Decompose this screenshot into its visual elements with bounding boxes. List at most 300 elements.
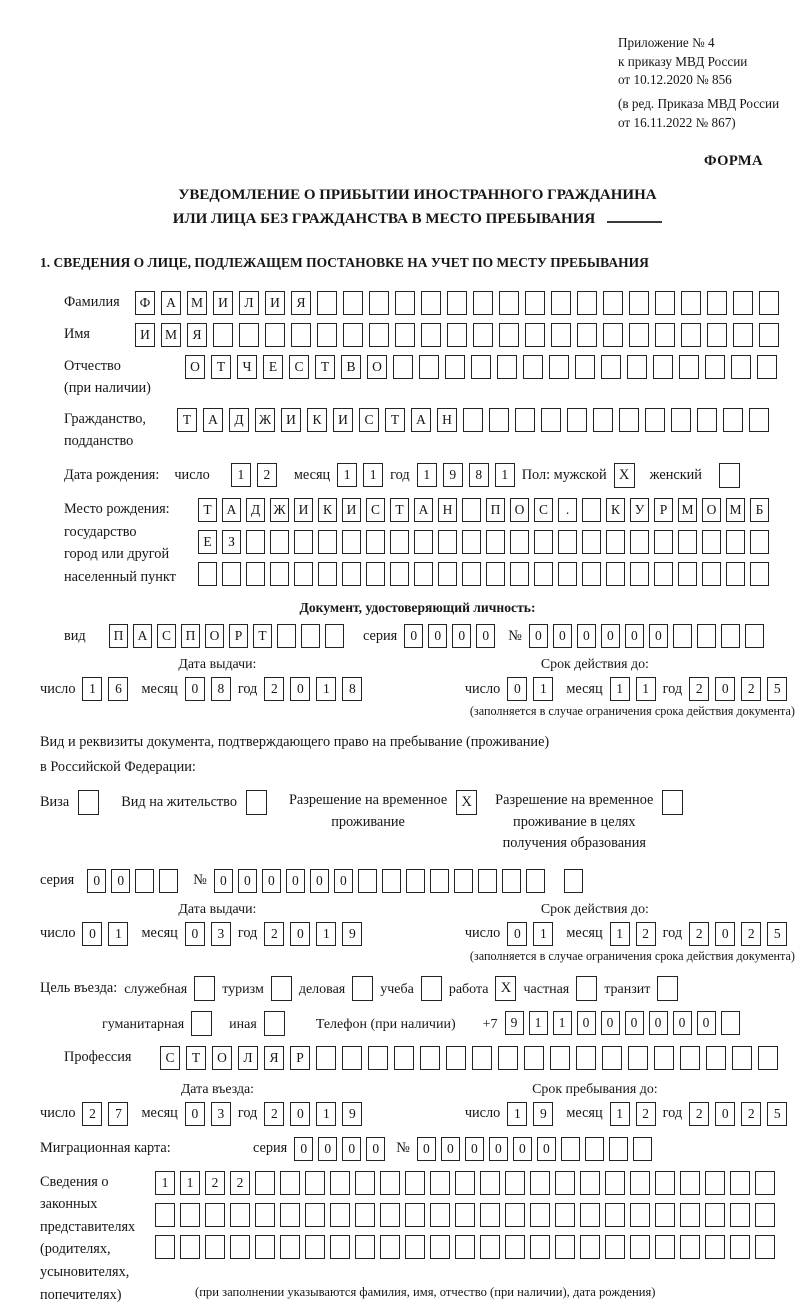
char-cell (654, 562, 673, 586)
char-cell: 0 (82, 922, 102, 946)
iddoc-series-cells (404, 624, 495, 648)
char-cell (480, 1235, 500, 1259)
resdoc-number-cells (214, 869, 545, 893)
char-cell: И (333, 408, 353, 432)
char-cell (564, 869, 583, 893)
char-cell (705, 1203, 725, 1227)
char-cell: Р (654, 498, 673, 522)
char-cell (525, 323, 545, 347)
char-cell: 0 (294, 1137, 313, 1161)
char-cell (603, 291, 623, 315)
profession-row (64, 1046, 795, 1070)
char-cell: 9 (342, 1102, 362, 1126)
char-cell (653, 355, 673, 379)
char-cell: 0 (318, 1137, 337, 1161)
reps-label-4: (родителях, (40, 1241, 111, 1258)
char-cell: 6 (108, 677, 128, 701)
iddoc-valid-title: Срок действия до: (540, 657, 649, 673)
char-cell (580, 1203, 600, 1227)
char-cell: 0 (649, 1011, 668, 1035)
char-cell (305, 1235, 325, 1259)
char-cell (463, 408, 483, 432)
char-cell (462, 562, 481, 586)
char-cell (446, 1046, 466, 1070)
char-cell: С (366, 498, 385, 522)
phone-cells (505, 1011, 740, 1035)
char-cell (499, 291, 519, 315)
char-cell (455, 1203, 475, 1227)
char-cell (555, 1171, 575, 1195)
iddoc-series-label: серия (363, 627, 398, 644)
char-cell (454, 869, 473, 893)
char-cell (630, 1171, 650, 1195)
char-cell (342, 530, 361, 554)
sex-female-label: женский (649, 466, 702, 483)
char-cell (230, 1235, 250, 1259)
char-cell (393, 355, 413, 379)
resdoc-valid-day (507, 922, 553, 946)
sex-male-label: Пол: мужской (521, 466, 607, 483)
char-cell (198, 562, 217, 586)
char-cell: 0 (428, 624, 447, 648)
resdoc-issue-year (264, 922, 362, 946)
char-cell (555, 1235, 575, 1259)
char-cell (726, 530, 745, 554)
purpose-transit-checkbox (657, 976, 678, 1001)
char-cell: 5 (767, 677, 787, 701)
char-cell (534, 530, 553, 554)
char-cell: М (187, 291, 207, 315)
char-cell: Н (438, 498, 457, 522)
resdoc-issue-day (82, 922, 128, 946)
char-cell (555, 1203, 575, 1227)
profession-label: Профессия (64, 1048, 132, 1065)
temp-residence-edu-checkbox (662, 790, 683, 815)
char-cell: 2 (636, 1102, 656, 1126)
char-cell: Ж (270, 498, 289, 522)
char-cell (270, 530, 289, 554)
ref-line-3: от 10.12.2020 № 856 (618, 72, 732, 88)
char-cell: А (411, 408, 431, 432)
char-cell: 0 (715, 922, 735, 946)
char-cell (447, 323, 467, 347)
char-cell: 0 (529, 624, 548, 648)
char-cell: 0 (214, 869, 233, 893)
char-cell: И (342, 498, 361, 522)
iddoc-valid-year (689, 677, 787, 701)
year-label: год (390, 466, 410, 483)
surname-row (64, 291, 795, 315)
char-cell (180, 1235, 200, 1259)
char-cell (438, 530, 457, 554)
char-cell: 2 (689, 677, 709, 701)
char-cell (630, 1203, 650, 1227)
char-cell (246, 562, 265, 586)
iddoc-issue-month (185, 677, 231, 701)
char-cell (390, 562, 409, 586)
char-cell (605, 1203, 625, 1227)
char-cell (745, 624, 764, 648)
temp-residence-label-2: проживание (331, 813, 405, 830)
char-cell (255, 1235, 275, 1259)
char-cell (655, 1235, 675, 1259)
char-cell: А (203, 408, 223, 432)
char-cell (633, 1137, 652, 1161)
char-cell (390, 530, 409, 554)
char-cell (630, 530, 649, 554)
char-cell: 1 (155, 1171, 175, 1195)
char-cell (673, 624, 692, 648)
stay-month (610, 1102, 656, 1126)
char-cell (510, 562, 529, 586)
char-cell (497, 355, 517, 379)
birthplace-row (64, 498, 795, 588)
char-cell: 0 (111, 869, 130, 893)
char-cell (609, 1137, 628, 1161)
char-cell (749, 408, 769, 432)
char-cell (394, 1046, 414, 1070)
char-cell (755, 1235, 775, 1259)
char-cell (723, 408, 743, 432)
char-cell (294, 530, 313, 554)
char-cell (580, 1171, 600, 1195)
char-cell (277, 624, 296, 648)
char-cell (655, 291, 675, 315)
section1-title: 1. СВЕДЕНИЯ О ЛИЦЕ, ПОДЛЕЖАЩЕМ ПОСТАНОВКЕ НА УЧЕТ ПО МЕСТУ ПРЕБЫВАНИЯ (40, 254, 649, 270)
iddoc-kind-cells (109, 624, 344, 648)
char-cell: Т (186, 1046, 206, 1070)
birthplace-cells-row-2 (198, 530, 769, 554)
char-cell: С (157, 624, 176, 648)
char-cell: 2 (689, 922, 709, 946)
char-cell: И (135, 323, 155, 347)
visa-checkbox (78, 790, 99, 815)
char-cell: 0 (310, 869, 329, 893)
citizenship-row (64, 408, 795, 453)
char-cell (395, 323, 415, 347)
char-cell (505, 1171, 525, 1195)
char-cell: М (726, 498, 745, 522)
char-cell (705, 355, 725, 379)
char-cell (567, 408, 587, 432)
char-cell (246, 530, 265, 554)
char-cell (549, 355, 569, 379)
purpose-opt-private: частная (523, 981, 570, 997)
blank-underline (607, 209, 662, 223)
purpose-row-2 (102, 1011, 795, 1036)
char-cell (430, 1171, 450, 1195)
resdoc-number-extra-cell (564, 869, 583, 893)
purpose-opt-transit: транзит (604, 981, 651, 997)
char-cell: Р (229, 624, 248, 648)
char-cell (395, 291, 415, 315)
char-cell: 0 (185, 1102, 205, 1126)
char-cell (343, 323, 363, 347)
char-cell (523, 355, 543, 379)
char-cell (380, 1171, 400, 1195)
iddoc-valid-day (507, 677, 553, 701)
char-cell (654, 1046, 674, 1070)
char-cell (239, 323, 259, 347)
char-cell: О (185, 355, 205, 379)
char-cell: О (702, 498, 721, 522)
char-cell: 0 (507, 677, 527, 701)
char-cell (318, 530, 337, 554)
char-cell (577, 291, 597, 315)
char-cell: 5 (767, 1102, 787, 1126)
char-cell (330, 1203, 350, 1227)
char-cell (575, 355, 595, 379)
char-cell (593, 408, 613, 432)
char-cell (577, 323, 597, 347)
firstname-label: Имя (64, 325, 90, 342)
char-cell (630, 1235, 650, 1259)
day-label: число (174, 466, 210, 483)
purpose-other-checkbox (264, 1011, 285, 1036)
char-cell (759, 291, 779, 315)
char-cell (680, 1203, 700, 1227)
char-cell (421, 291, 441, 315)
char-cell (680, 1046, 700, 1070)
char-cell (301, 624, 320, 648)
char-cell (430, 869, 449, 893)
char-cell: С (359, 408, 379, 432)
char-cell: В (341, 355, 361, 379)
char-cell (420, 1046, 440, 1070)
char-cell: Ф (135, 291, 155, 315)
reps-cells-row-1 (155, 1171, 775, 1195)
char-cell (628, 1046, 648, 1070)
entry-date-title: Дата въезда: (180, 1081, 255, 1097)
char-cell (473, 323, 493, 347)
char-cell (155, 1235, 175, 1259)
migration-card-row (40, 1137, 795, 1161)
char-cell (447, 291, 467, 315)
char-cell: 0 (577, 624, 596, 648)
resdoc-options-row (40, 790, 795, 854)
char-cell (486, 530, 505, 554)
entry-day (82, 1102, 128, 1126)
char-cell: 1 (507, 1102, 527, 1126)
char-cell (325, 624, 344, 648)
entry-year (264, 1102, 362, 1126)
char-cell (576, 1046, 596, 1070)
char-cell: 1 (316, 1102, 336, 1126)
resdoc-valid-month (610, 922, 656, 946)
char-cell (755, 1171, 775, 1195)
char-cell (558, 562, 577, 586)
birthdate-row (64, 463, 795, 488)
resdoc-valid-note: (заполняется в случае ограничения срока действия документа) (469, 948, 795, 963)
char-cell (730, 1171, 750, 1195)
citizenship-label-1: Гражданство, (64, 410, 146, 427)
patronymic-label: Отчество (64, 357, 121, 374)
reference-block (618, 34, 795, 133)
char-cell (731, 355, 751, 379)
resdoc-text (40, 730, 795, 780)
char-cell: Н (437, 408, 457, 432)
char-cell: 9 (342, 922, 362, 946)
ref-line-2: к приказу МВД России (618, 53, 748, 69)
char-cell (606, 562, 625, 586)
citizenship-cells (177, 408, 769, 432)
char-cell (462, 498, 481, 522)
char-cell (721, 1011, 740, 1035)
char-cell (702, 530, 721, 554)
char-cell (317, 291, 337, 315)
char-cell: К (318, 498, 337, 522)
char-cell: 2 (636, 922, 656, 946)
char-cell (255, 1203, 275, 1227)
stay-year (689, 1102, 787, 1126)
resdoc-text-line-1: Вид и реквизиты документа, подтверждающего право на пребывание (проживание) (40, 734, 550, 751)
char-cell (679, 355, 699, 379)
char-cell: 0 (366, 1137, 385, 1161)
char-cell: И (294, 498, 313, 522)
char-cell: Т (253, 624, 272, 648)
ref-line-5: от 16.11.2022 № 867) (618, 114, 736, 130)
char-cell: Я (264, 1046, 284, 1070)
char-cell (318, 562, 337, 586)
form-title (40, 183, 795, 231)
char-cell (697, 408, 717, 432)
purpose-tourism-checkbox (271, 976, 292, 1001)
char-cell (702, 562, 721, 586)
patronymic-cells (185, 355, 777, 379)
char-cell (733, 291, 753, 315)
char-cell: 0 (715, 1102, 735, 1126)
month-label: месяц (293, 466, 331, 483)
entry-month (185, 1102, 231, 1126)
char-cell (222, 562, 241, 586)
char-cell: Д (246, 498, 265, 522)
char-cell (280, 1203, 300, 1227)
char-cell (706, 1046, 726, 1070)
char-cell: О (205, 624, 224, 648)
char-cell: 1 (533, 677, 553, 701)
char-cell (265, 323, 285, 347)
temp-residence-label-1: Разрешение на временное (288, 792, 448, 809)
char-cell (414, 530, 433, 554)
char-cell: 2 (264, 677, 284, 701)
purpose-opt-other: иная (229, 1016, 257, 1032)
purpose-label: Цель въезда: (40, 979, 118, 996)
char-cell: Д (229, 408, 249, 432)
purpose-opt-tourism: туризм (222, 981, 264, 997)
firstname-row (64, 323, 795, 347)
char-cell: Т (198, 498, 217, 522)
iddoc-dates: Дата выдачи: число 1 6 месяц 0 8 год 2 0 1 8 Срок действия до: число 0 1 месяц 1 1 год 2 0 2 5 (заполняется в случае ограничения срока действия документа) (40, 657, 795, 719)
resdoc-issue-month (185, 922, 231, 946)
char-cell (355, 1171, 375, 1195)
char-cell (480, 1203, 500, 1227)
char-cell: 2 (264, 1102, 284, 1126)
char-cell (380, 1203, 400, 1227)
char-cell: Т (177, 408, 197, 432)
iddoc-issue-year (264, 677, 362, 701)
char-cell: 1 (529, 1011, 548, 1035)
birthplace-sub-2: город или другой (64, 546, 170, 563)
char-cell (680, 1235, 700, 1259)
char-cell (369, 291, 389, 315)
char-cell: Ж (255, 408, 275, 432)
char-cell: Ч (237, 355, 257, 379)
iddoc-issue-title: Дата выдачи: (178, 657, 257, 673)
form-title-line-2: ИЛИ ЛИЦА БЕЗ ГРАЖДАНСТВА В МЕСТО ПРЕБЫВАНИЯ (40, 207, 795, 231)
iddoc-kind-label: вид (64, 627, 86, 644)
char-cell (551, 323, 571, 347)
char-cell (750, 530, 769, 554)
char-cell: 1 (610, 1102, 630, 1126)
char-cell: 1 (553, 1011, 572, 1035)
char-cell (330, 1171, 350, 1195)
char-cell: П (181, 624, 200, 648)
char-cell: 0 (290, 1102, 310, 1126)
resdoc-series-row (40, 869, 795, 893)
surname-cells (135, 291, 779, 315)
char-cell (213, 323, 233, 347)
char-cell: 0 (601, 1011, 620, 1035)
resdoc-issue-title: Дата выдачи: (178, 901, 257, 917)
char-cell (180, 1203, 200, 1227)
char-cell: 1 (231, 463, 251, 487)
stay-day (507, 1102, 553, 1126)
char-cell (368, 1046, 388, 1070)
char-cell: 3 (211, 1102, 231, 1126)
char-cell: 0 (601, 624, 620, 648)
char-cell: 2 (741, 677, 761, 701)
patronymic-row (64, 355, 795, 400)
char-cell: 0 (185, 677, 205, 701)
char-cell: А (414, 498, 433, 522)
purpose-opt-work: работа (448, 981, 489, 997)
birth-day-cells (231, 463, 277, 487)
char-cell: 0 (715, 677, 735, 701)
char-cell (515, 408, 535, 432)
migcard-series-label: серия (253, 1140, 288, 1157)
temp-residence-edu-label-1: Разрешение на временное (495, 792, 654, 809)
char-cell: 8 (211, 677, 231, 701)
resdoc-text-line-2: в Российской Федерации: (40, 759, 196, 776)
char-cell (486, 562, 505, 586)
char-cell (355, 1203, 375, 1227)
char-cell: З (222, 530, 241, 554)
char-cell (654, 530, 673, 554)
birthplace-label: Место рождения: (64, 500, 170, 517)
char-cell (619, 408, 639, 432)
temp-residence-edu-label-2: проживание в целях (513, 813, 636, 830)
char-cell (558, 530, 577, 554)
char-cell: 0 (262, 869, 281, 893)
char-cell (605, 1171, 625, 1195)
char-cell (758, 1046, 778, 1070)
char-cell: Е (263, 355, 283, 379)
residence-permit-label: Вид на жительство (121, 794, 237, 811)
iddoc-valid-month (610, 677, 656, 701)
char-cell: С (160, 1046, 180, 1070)
form-title-line-1: УВЕДОМЛЕНИЕ О ПРИБЫТИИ ИНОСТРАННОГО ГРАЖДАНИНА (178, 186, 657, 203)
purpose-business-checkbox (194, 976, 215, 1001)
char-cell (505, 1203, 525, 1227)
char-cell (707, 291, 727, 315)
visa-label: Виза (40, 794, 70, 811)
char-cell: Т (211, 355, 231, 379)
char-cell: 2 (689, 1102, 709, 1126)
purpose-opt-study: учеба (380, 981, 414, 997)
char-cell (603, 323, 623, 347)
char-cell (478, 869, 497, 893)
char-cell (525, 291, 545, 315)
